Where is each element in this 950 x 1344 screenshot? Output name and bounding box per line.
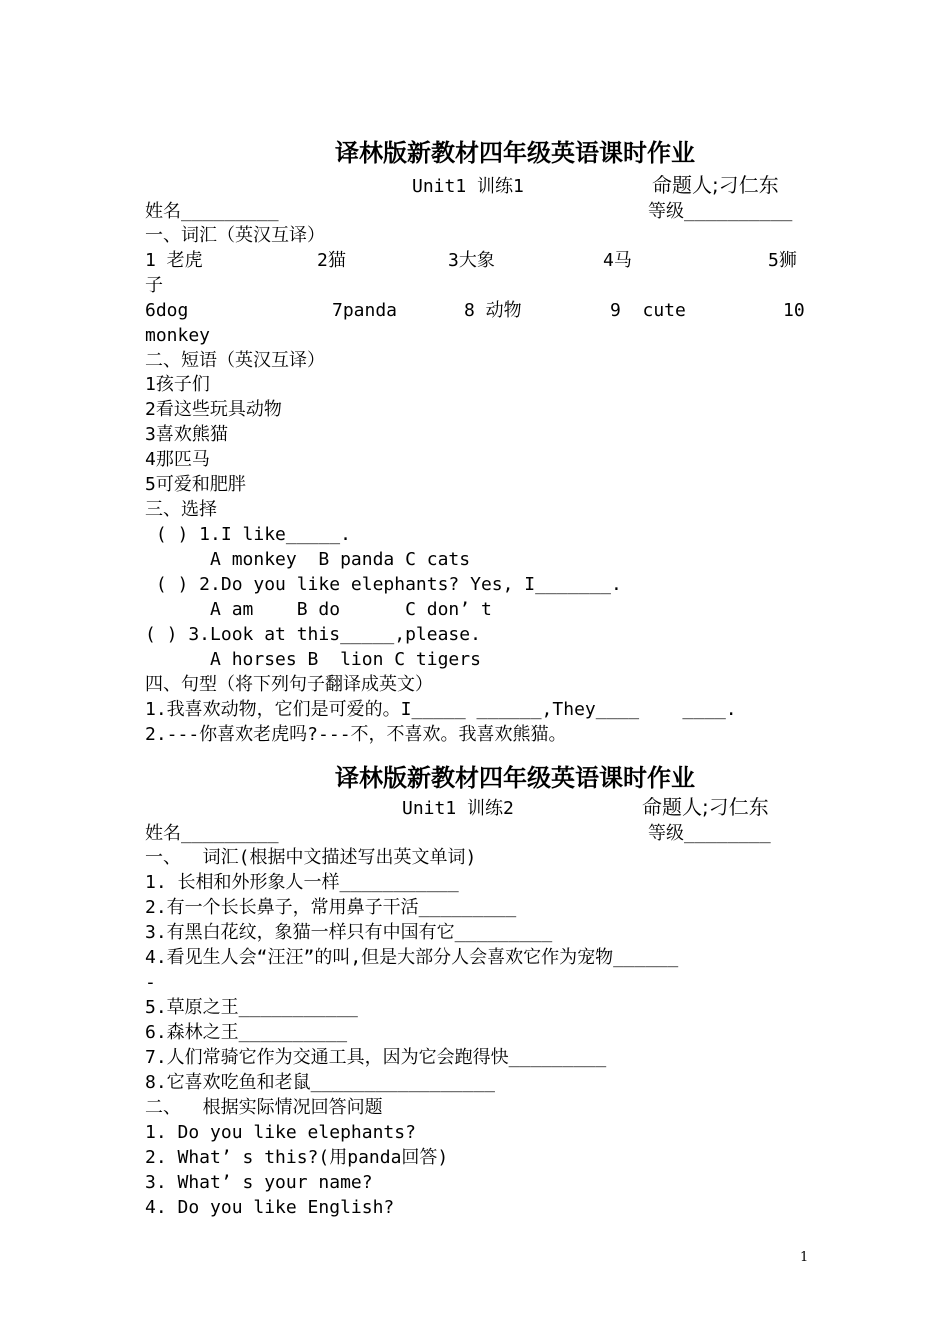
unit-label-1: Unit1 训练1 — [412, 176, 524, 197]
unit-label-2: Unit1 训练2 — [402, 798, 514, 819]
part1-heading-1: 一、词汇（英汉互译） — [145, 225, 325, 246]
phrase-item: 4那匹马 — [145, 449, 210, 470]
author-label-1: 命题人;刁仁东 — [652, 173, 779, 197]
vocab-row-1-wrap: 子 — [145, 275, 163, 296]
description-item: 1. 长相和外形象人一样___________ — [145, 872, 459, 893]
worksheet-title-1: 译林版新教材四年级英语课时作业 — [335, 139, 695, 167]
vocab-item: 7panda — [332, 300, 398, 321]
question-item: 4. Do you like English? — [145, 1197, 395, 1218]
vocab-item: 2猫 — [317, 250, 346, 271]
choice-options: A horses B lion C tigers — [145, 649, 481, 670]
choice-options: A monkey B panda C cats — [145, 549, 471, 570]
part2-heading-2: 二、 根据实际情况回答问题 — [145, 1097, 383, 1118]
choice-question: ( ) 1.I like_____. — [145, 524, 351, 545]
choice-options: A am B do C don’ t — [145, 599, 492, 620]
description-item: 2.有一个长长鼻子，常用鼻子干活_________ — [145, 897, 517, 918]
phrase-item: 1孩子们 — [145, 374, 210, 395]
vocab-item: 4马 — [603, 250, 632, 271]
name-field-2: 姓名_________ — [145, 823, 279, 844]
description-item: 7.人们常骑它作为交通工具，因为它会跑得快_________ — [145, 1047, 607, 1068]
sentence-item: 2.---你喜欢老虎吗?---不，不喜欢。我喜欢熊猫。 — [145, 724, 567, 745]
worksheet-title-2: 译林版新教材四年级英语课时作业 — [335, 764, 695, 792]
phrase-item: 3喜欢熊猫 — [145, 424, 228, 445]
sentence-item: 1.我喜欢动物，它们是可爱的。I_____ ______,They____ ____. — [145, 699, 737, 720]
part3-heading-1: 三、选择 — [145, 499, 217, 520]
grade-field-1: 等级__________ — [648, 201, 793, 222]
name-field-1: 姓名_________ — [145, 201, 279, 222]
vocab-row-2 — [145, 299, 807, 323]
choice-question: ( ) 2.Do you like elephants? Yes, I_______. — [145, 574, 622, 595]
vocab-item: 6dog — [145, 300, 189, 321]
description-item: 8.它喜欢吃鱼和老鼠_________________ — [145, 1072, 495, 1093]
vocab-item: 1 老虎 — [145, 250, 203, 271]
phrase-item: 5可爱和肥胖 — [145, 474, 246, 495]
vocab-item: 8 动物 — [464, 300, 522, 321]
grade-field-2: 等级________ — [648, 823, 771, 844]
phrase-item: 2看这些玩具动物 — [145, 399, 282, 420]
choice-question: ( ) 3.Look at this_____,please. — [145, 624, 481, 645]
vocab-item: 9 cute — [610, 300, 686, 321]
question-item: 3. What’ s your name? — [145, 1172, 373, 1193]
question-item: 2. What’ s this?(用panda回答) — [145, 1147, 449, 1168]
description-item: 6.森林之王__________ — [145, 1022, 348, 1043]
page-number: 1 — [800, 1250, 809, 1265]
author-label-2: 命题人;刁仁东 — [642, 795, 769, 819]
description-item: - — [145, 972, 156, 993]
vocab-row-2-wrap: monkey — [145, 325, 211, 346]
question-item: 1. Do you like elephants? — [145, 1122, 416, 1143]
part4-heading-1: 四、句型（将下列句子翻译成英文） — [145, 674, 433, 695]
description-item: 4.看见生人会“汪汪”的叫,但是大部分人会喜欢它作为宠物______ — [145, 947, 679, 968]
vocab-row-1 — [145, 249, 807, 273]
part2-heading-1: 二、短语（英汉互译） — [145, 350, 325, 371]
vocab-item: 3大象 — [448, 250, 495, 271]
part1-heading-2: 一、 词汇(根据中文描述写出英文单词) — [145, 847, 477, 868]
description-item: 5.草原之王___________ — [145, 997, 358, 1018]
vocab-item: 10 — [783, 300, 805, 321]
description-item: 3.有黑白花纹，象猫一样只有中国有它_________ — [145, 922, 553, 943]
vocab-item: 5狮 — [768, 250, 797, 271]
